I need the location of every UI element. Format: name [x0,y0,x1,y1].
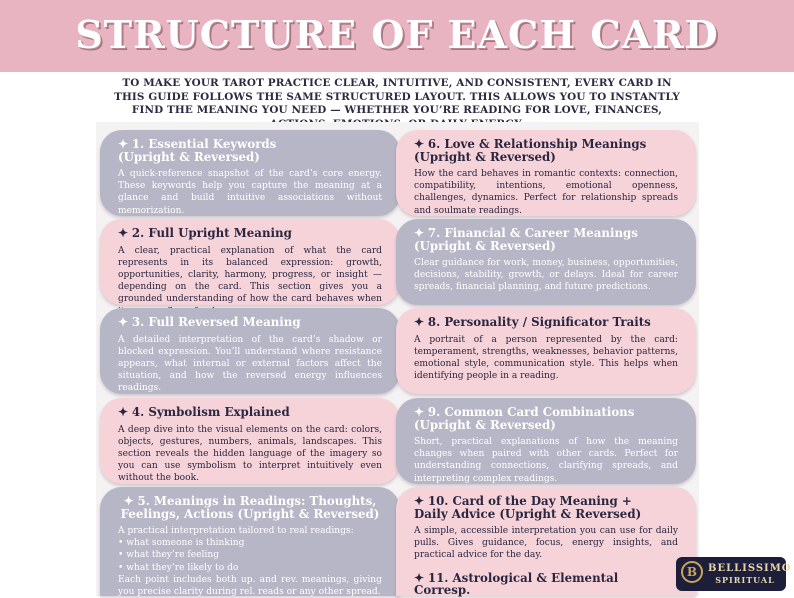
card-love-relationship [396,130,696,216]
card-title: ✦ 7. Financial & Career Meanings (Upright & Reversed) [414,226,638,253]
list-item: • what they’re feeling [118,549,382,561]
card-subtitle: (Upright & Reversed) [118,149,260,164]
card-subtitle: (Upright & Reversed) [414,149,556,164]
logo-text-line1: BELLISSIMO [708,563,792,574]
card-essential-keywords [100,130,400,216]
sparkle-icon: ✦ [414,405,424,419]
card-body: A clear, practical explanation of what the card represents in its balanced expression: growth, opportunities, clarity, harmony, progress, or insight — depending on the card. This section gives you a grounded understanding of how the card behaves when [118,245,382,305]
brand-logo [676,557,792,591]
logo-mark-icon: B [681,561,703,583]
card-body: Short, practical explanations of how the meaning changes when paired with other cards. Perfect for understanding connections, clarifying spreads, and interpreting complex readings. [414,437,678,484]
card-body: A quick-reference snapshot of the card’s core energy. These keywords help you capture the meaning at a glance and build intuitive associations without memorization. [118,169,382,216]
bullet-list [118,537,382,574]
sparkle-icon: ✦ [414,570,424,585]
sparkle-icon: ✦ [414,137,424,151]
card-body: A practical interpretation tailored to real readings: • what someone is thinking • what they’re feeling • what they’re likely to do Each point includes both up. and rev. meanings, giving you precise clarity during rel. reads or any other spread. [118,525,382,598]
card-subtitle: (Upright & Reversed) [414,417,556,432]
card-symbolism [100,398,400,484]
sparkle-icon: ✦ [118,405,128,419]
logo-text-line2: SPIRITUAL [715,575,775,585]
card-title: ✦ 10. Card of the Day Meaning + Daily Advice (Upright & Reversed) [414,494,642,521]
card-title: ✦ 1. Essential Keywords (Upright & Reversed) [118,137,277,164]
card-subtitle: (Upright & Reversed) [414,238,556,253]
header-banner [0,0,794,72]
card-title: ✦ 8. Personality / Significator Traits [414,315,651,329]
card-meanings-in-readings [100,487,400,596]
card-subtitle: Daily Advice (Upright & Reversed) [414,506,642,521]
sparkle-icon: ✦ [414,494,424,508]
card-title: ✦ 2. Full Upright Meaning [118,226,292,240]
card-title-astrological: ✦ 11. Astrological & Elemental Corresp. [414,570,619,598]
card-title: ✦ 6. Love & Relationship Meanings (Upright & Reversed) [414,137,647,164]
intro-text: TO MAKE YOUR TAROT PRACTICE CLEAR, INTUITIVE, AND CONSISTENT, EVERY CARD IN THIS GUIDE FOLLOWS THE SAME STRUCTURED LAYOUT. THIS ALLOWS YOU TO INSTANTLY FIND THE MEANING YOU NEED — WHETHER YOU’RE READING FOR LOVE, FINANCES, [114,77,680,116]
sparkle-icon: ✦ [123,494,134,508]
sparkle-icon: ✦ [414,226,424,240]
card-body: A deep dive into the visual elements on the card: colors, objects, gestures, numbers, animals, landscapes. This section reveals the hidden language of the imagery so you can use symbolism to interpret intuitively even without the book. [118,424,382,484]
card-full-upright [100,219,400,305]
card-title: ✦ 5. Meanings in Readings: Thoughts, Feelings, Actions (Upright & Reversed) [120,494,380,521]
sparkle-icon: ✦ [414,315,424,329]
card-title: ✦ 4. Symbolism Explained [118,405,290,419]
sparkle-icon: ✦ [118,315,128,329]
sparkle-icon: ✦ [118,137,128,151]
card-financial-career [396,219,696,305]
card-title: ✦ 3. Full Reversed Meaning [118,315,301,329]
card-body: A simple, accessible interpretation you can use for daily pulls. Gives guidance, focus, energy insights, and practical advice for the day. [414,526,678,561]
card-body: How the card behaves in romantic contexts: connection, compatibility, intentions, emotional openness, challenges, dynamics. Perfect for relationship spreads and soulmate readings. [414,169,678,216]
sparkle-icon: ✦ [118,226,128,240]
card-personality-traits [396,308,696,394]
card-card-of-the-day [396,487,696,596]
page-title: STRUCTURE OF EACH CARD [75,12,719,57]
list-item: • what they’re likely to do [118,562,382,574]
list-item: • what someone is thinking [118,537,382,549]
card-full-reversed [100,308,400,394]
card-common-combinations [396,398,696,484]
card-title: ✦ 9. Common Card Combinations (Upright & Reversed) [414,405,635,432]
card-body: A detailed interpretation of the card’s shadow or blocked expression. You’ll understand where resistance appears, what internal or external factors affect the situation, and how the reversed energy influences readings. [118,334,382,394]
card-body: A portrait of a person represented by the card: temperament, strengths, weaknesses, behavior patterns, emotional style, communication style. This helps when identifying people in a reading. [414,334,678,382]
card-body: Clear guidance for work, money, business, opportunities, decisions, stability, growth, or delays. Ideal for career spreads, financial planning, and future predictions. [414,258,678,293]
